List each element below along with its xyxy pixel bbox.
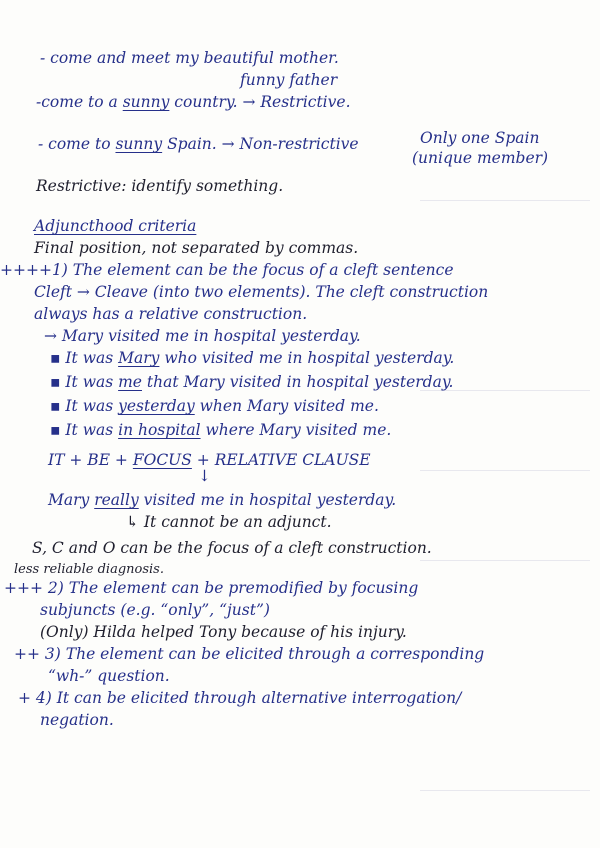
underlined-word: in hospital [118,421,201,439]
note-text: IT + BE + [48,451,133,469]
note-line [48,490,396,510]
underlined-word: sunny [115,135,163,153]
note-line [50,396,379,416]
note-text: visited me in hospital yesterday. [138,491,397,509]
note-line: negation. [40,711,114,729]
underlined-word: really [94,491,139,509]
note-text: + RELATIVE CLAUSE [191,451,371,469]
note-line [4,578,418,598]
note-text: 3) The element can be elicited through a corresponding [39,645,485,663]
note-line: Restrictive: identify something. [36,177,284,195]
note-line: Cleft → Cleave (into two elements). The cleft construction [34,283,489,301]
note-text: 4) It can be elicited through alternative interrogation/ [31,689,462,707]
faint-rule [420,200,590,201]
underlined-word: me [118,373,142,391]
note-line [50,348,454,368]
faint-rule [420,560,590,561]
note-text: that Mary visited in hospital yesterday. [141,373,454,391]
faint-rule [420,790,590,791]
note-line: Final position, not separated by commas. [34,239,359,257]
note-line [36,92,351,112]
note-line: ↳ It cannot be an adjunct. [126,513,332,531]
reliability-mark: + [18,689,31,707]
reliability-mark: +++ [4,579,43,597]
section-heading: Adjuncthood criteria [34,217,197,235]
note-line: (unique member) [412,149,549,167]
underlined-word: Mary [118,349,160,367]
note-line [0,260,454,280]
note-text: Spain. → Non-restrictive [162,135,359,153]
note-text: ▪ It was [50,397,119,415]
note-text: ▪ It was [50,349,119,367]
note-line: less reliable diagnosis. [14,562,164,577]
faint-rule [420,470,590,471]
note-text: -come to a [36,93,123,111]
note-line: → Mary visited me in hospital yesterday. [44,327,361,345]
note-line: (Only) Hilda helped Tony because of his injury. [40,623,407,641]
underlined-word: yesterday [118,397,195,415]
down-arrow-icon: ↓ [198,467,211,485]
reliability-mark: ++ [14,645,40,663]
reliability-mark: ++++1) [0,261,68,279]
note-line [50,420,391,440]
note-line [50,372,453,392]
note-text: country. → Restrictive. [169,93,351,111]
note-text: - come to [38,135,116,153]
note-text: 2) The element can be premodified by focusing [42,579,419,597]
note-text: ▪ It was [50,373,119,391]
note-line [38,134,359,154]
note-line: “wh-” question. [48,667,170,685]
note-line: funny father [240,71,338,89]
note-line: - come and meet my beautiful mother. [40,49,339,67]
note-line: S, C and O can be the focus of a cleft construction. [32,539,432,557]
note-line: always has a relative construction. [34,305,308,323]
note-text: when Mary visited me. [194,397,379,415]
underlined-word: sunny [122,93,170,111]
note-text: where Mary visited me. [200,421,392,439]
note-line [18,688,461,708]
note-line [14,644,484,664]
note-text: Mary [48,491,95,509]
underlined-word: FOCUS [132,451,192,469]
note-line: Only one Spain [420,129,540,147]
note-line: subjuncts (e.g. “only”, “just”) [40,601,270,619]
note-text: The element can be the focus of a cleft sentence [67,261,454,279]
note-text: who visited me in hospital yesterday. [159,349,455,367]
note-text: ▪ It was [50,421,119,439]
